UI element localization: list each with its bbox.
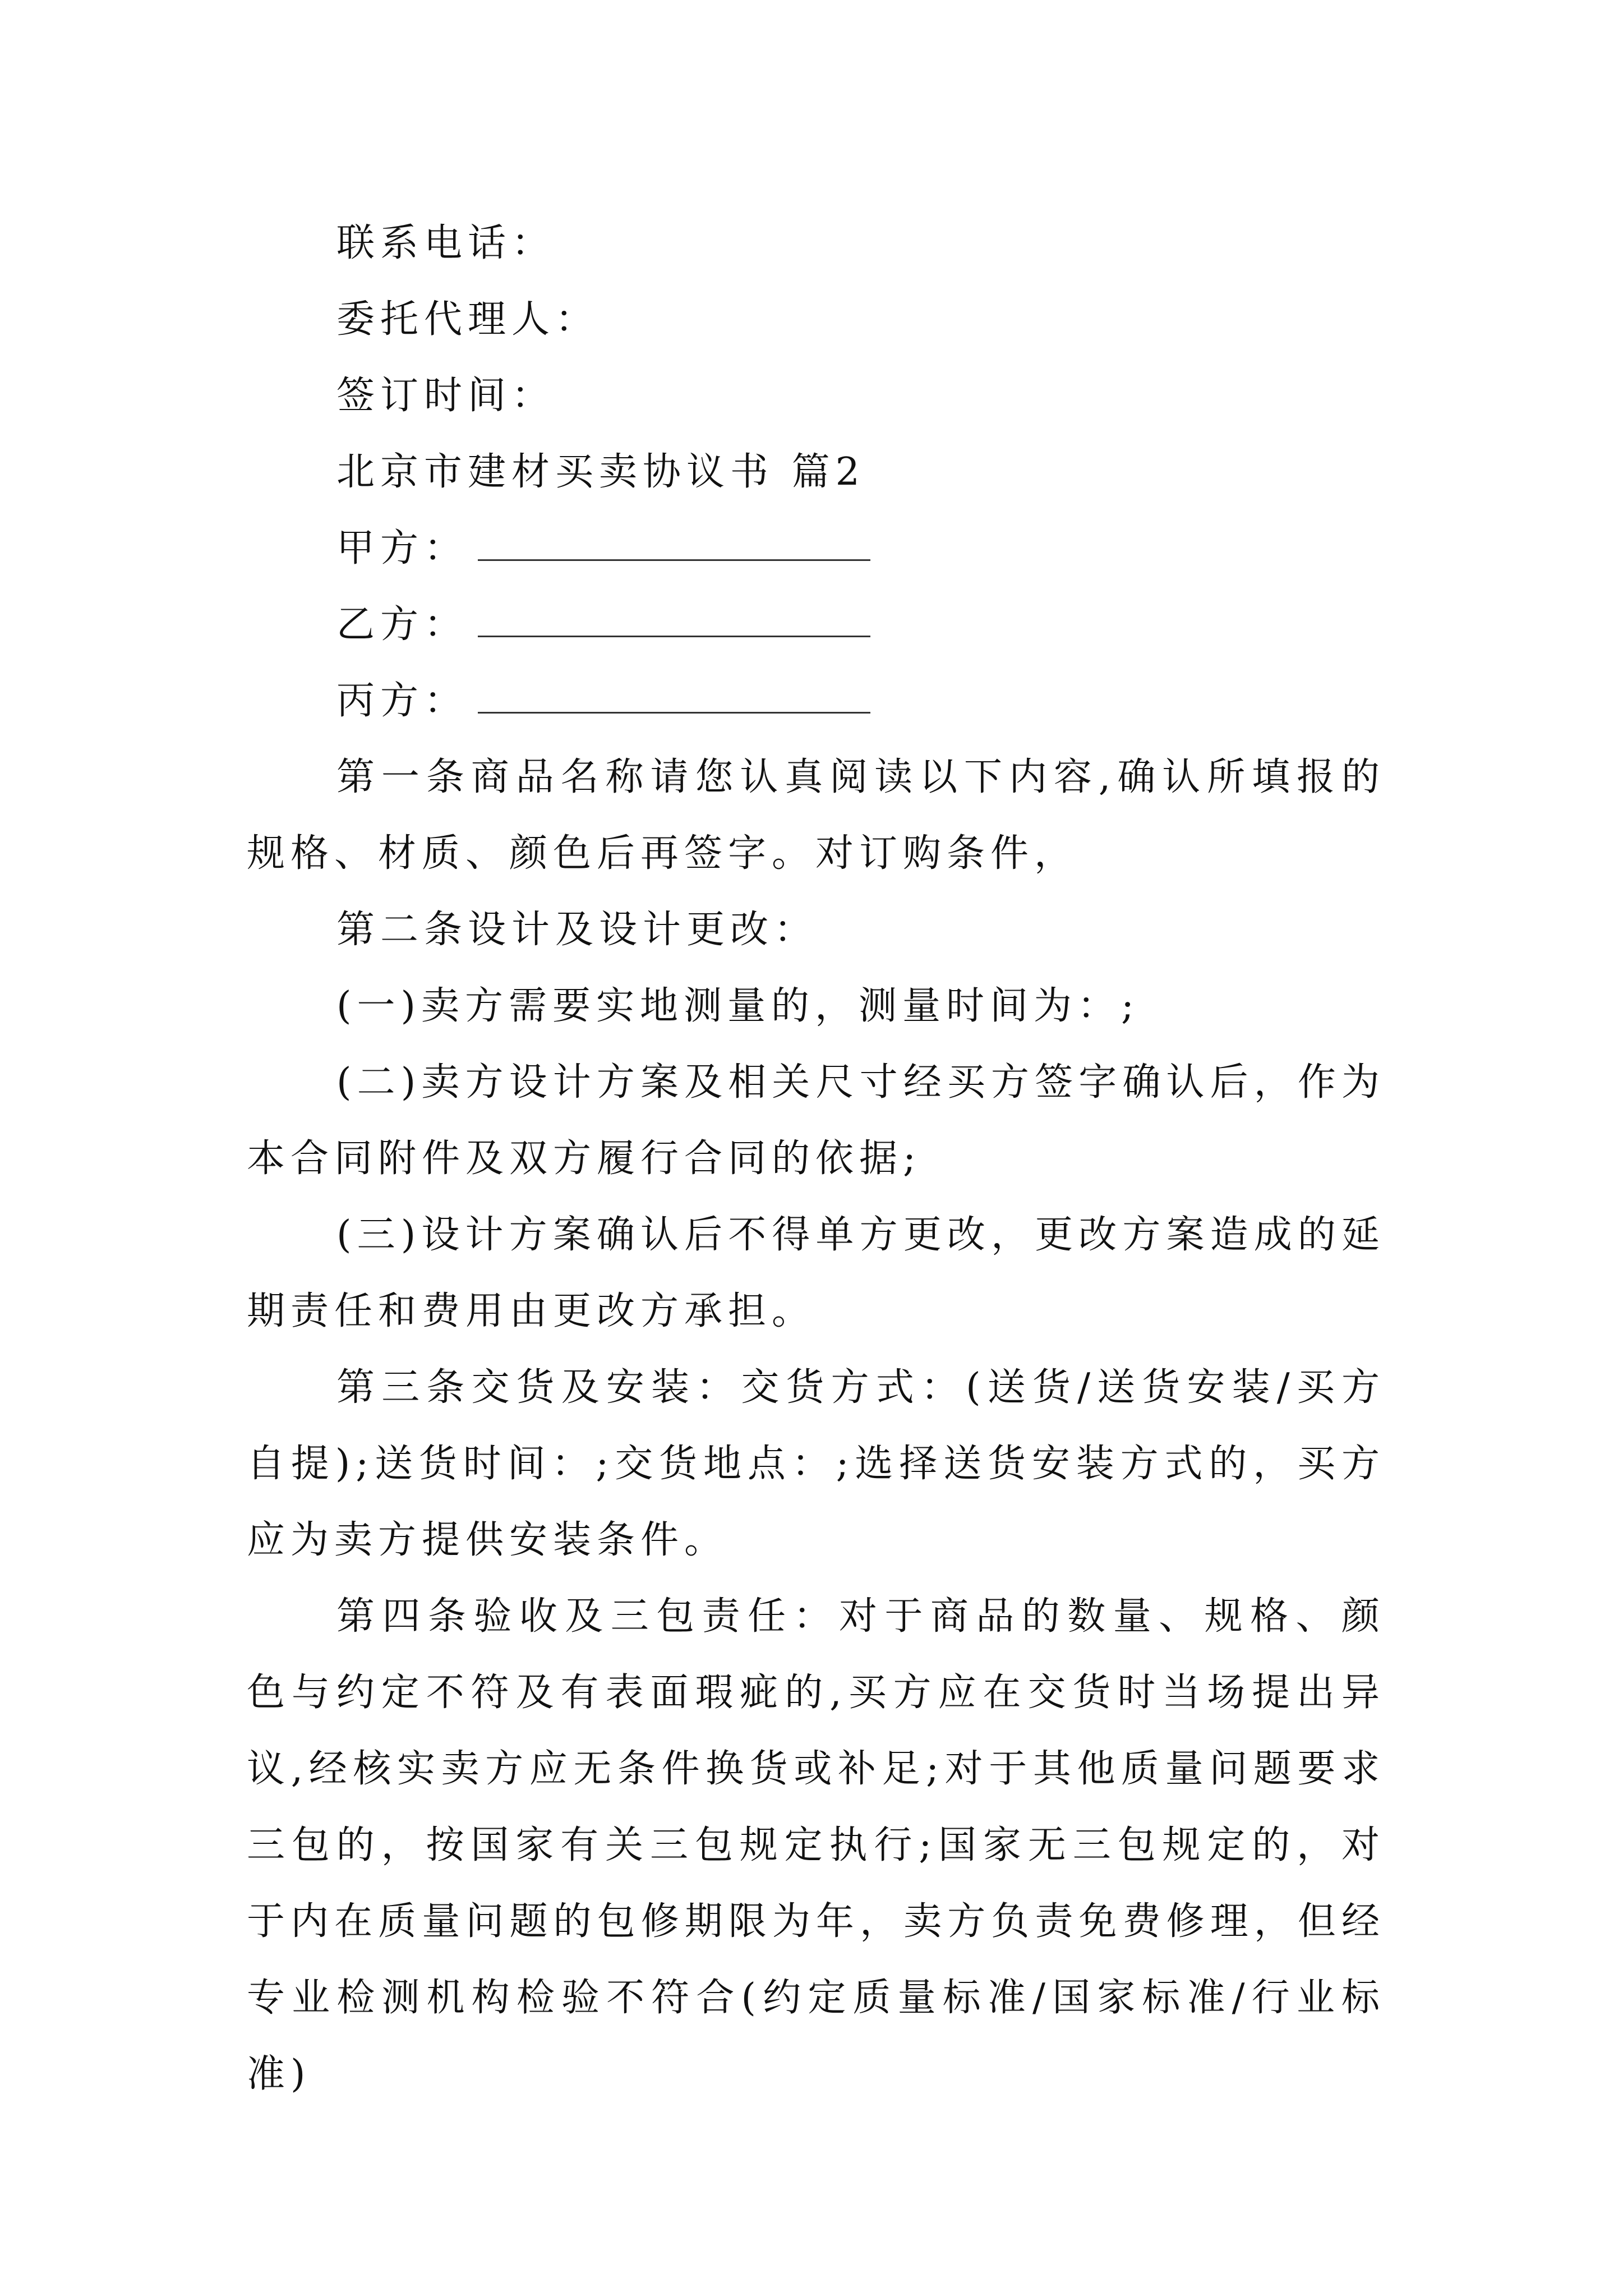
article-2-item-1: (一)卖方需要实地测量的，测量时间为：; — [336, 984, 1140, 1028]
party-c-field — [247, 663, 1385, 739]
party-c-label: 丙方： — [336, 679, 468, 723]
section-title: 北京市建材买卖协议书 篇2 — [336, 450, 865, 494]
article-4-paragraph: 第四条验收及三包责任：对于商品的数量、规格、颜色与约定不符及有表面瑕疵的,买方应在交货时当场提出异议,经核实卖方应无条件换货或补足;对于其他质量问题要求三包的，按国家有关三包规定执行;国家无三包规定的，对于内在质量问题的包修期限为年，卖方负责免费修理，但经专业检测机构检验不符合(约定质量标准/国家标准/行业标准) — [247, 1594, 1385, 2096]
article-1-paragraph: 第一条商品名称请您认真阅读以下内容,确认所填报的规格、材质、颜色后再签字。对订购条件， — [247, 755, 1385, 876]
signing-date-field: 签订时间： — [336, 374, 556, 418]
party-a-label: 甲方： — [336, 526, 468, 570]
party-c-blank[interactable] — [478, 680, 870, 714]
party-b-blank[interactable] — [478, 604, 870, 637]
article-2-heading: 第二条设计及设计更改： — [336, 908, 818, 952]
party-b-label: 乙方： — [336, 602, 468, 647]
document-body — [247, 205, 1385, 2113]
article-3-paragraph: 第三条交货及安装：交货方式：(送货/送货安装/买方自提);送货时间：;交货地点：;选择送货安装方式的，买方应为卖方提供安装条件。 — [247, 1365, 1385, 1562]
party-b-field — [247, 587, 1385, 663]
agent-field: 委托代理人： — [336, 297, 600, 342]
article-2-item-2: (二)卖方设计方案及相关尺寸经买方签字确认后，作为本合同附件及双方履行合同的依据; — [247, 1060, 1385, 1181]
party-a-field — [247, 510, 1385, 587]
article-2-item-3: (三)设计方案确认后不得单方更改，更改方案造成的延期责任和费用由更改方承担。 — [247, 1213, 1385, 1333]
contact-phone-field: 联系电话： — [336, 221, 556, 265]
party-a-blank[interactable] — [478, 528, 870, 561]
